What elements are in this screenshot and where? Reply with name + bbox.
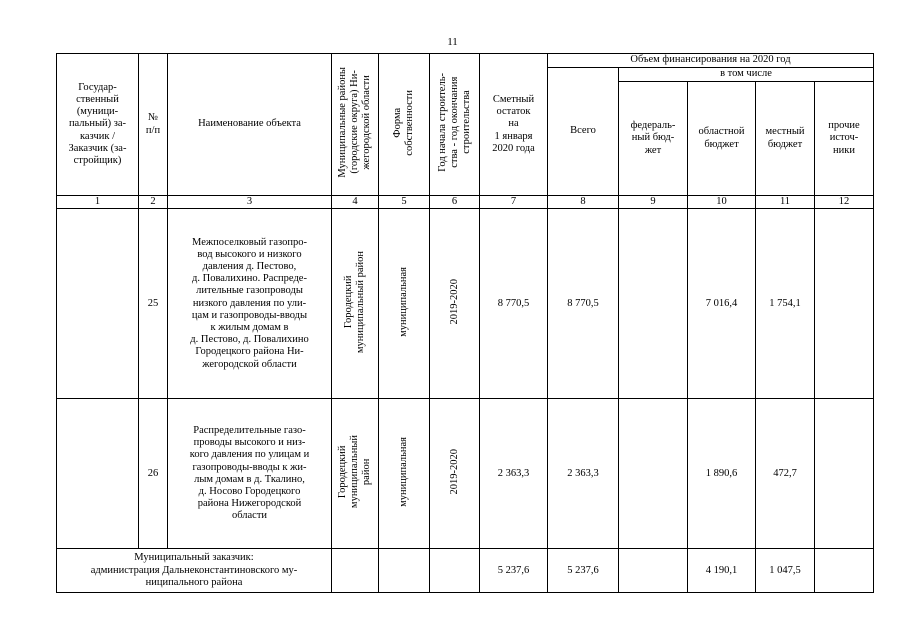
cell-object-name: Межпоселковый газопро- вод высокого и низкого давления д. Пестово, д. Повалихино. Распреде- лительные газопроводы низкого давления по ули- цам и газопроводы-вводы к жилым домам в д. Пестово, д. Повалихино Городецкого района Ни- жегородской области (168, 209, 332, 399)
column-number: 10 (688, 196, 756, 209)
cell-row-no: 26 (139, 399, 168, 549)
header-other: прочие источ- ники (815, 82, 874, 196)
summary-other (815, 549, 874, 593)
cell-customer (57, 399, 139, 549)
column-number: 7 (480, 196, 548, 209)
cell-years: 2019-2020 (430, 399, 480, 549)
column-number: 2 (139, 196, 168, 209)
cell-other (815, 399, 874, 549)
cell-object-name: Распределительные газо- проводы высокого и низ- кого давления по улицам и газопроводы-вводы к жи- лым домам в д. Ткалино, д. Носово Городецкого района Нижегородской области (168, 399, 332, 549)
header-local: местный бюджет (756, 82, 815, 196)
summary-empty (379, 549, 430, 593)
header-regional: областной бюджет (688, 82, 756, 196)
header-row-no: № п/п (139, 54, 168, 196)
summary-row (57, 549, 874, 593)
cell-row-no: 25 (139, 209, 168, 399)
column-number: 12 (815, 196, 874, 209)
column-number: 1 (57, 196, 139, 209)
page-number: 11 (447, 36, 458, 48)
cell-federal (619, 209, 688, 399)
cell-years: 2019-2020 (430, 209, 480, 399)
cell-total: 8 770,5 (548, 209, 619, 399)
cell-local: 472,7 (756, 399, 815, 549)
cell-estimate: 8 770,5 (480, 209, 548, 399)
cell-customer (57, 209, 139, 399)
header-federal: федераль- ный бюд- жет (619, 82, 688, 196)
summary-empty (332, 549, 379, 593)
cell-regional: 1 890,6 (688, 399, 756, 549)
header-years: Год начала строитель- ства - год окончания строительства (430, 54, 480, 196)
cell-regional: 7 016,4 (688, 209, 756, 399)
cell-district: Городецкий муниципальный район (332, 399, 379, 549)
summary-federal (619, 549, 688, 593)
header-funding-group: Объем финансирования на 2020 год (548, 54, 874, 68)
column-number: 4 (332, 196, 379, 209)
cell-ownership: муниципальная (379, 399, 430, 549)
cell-ownership: муниципальная (379, 209, 430, 399)
cell-other (815, 209, 874, 399)
table-row (57, 399, 874, 549)
column-number: 9 (619, 196, 688, 209)
header-customer: Государ- ственный (муници- пальный) за- казчик / Заказчик (за- стройщик) (57, 54, 139, 196)
header-estimate-balance: Сметный остаток на 1 января 2020 года (480, 54, 548, 196)
cell-district: Городецкий муниципальный район (332, 209, 379, 399)
header-total: Всего (548, 68, 619, 196)
summary-estimate: 5 237,6 (480, 549, 548, 593)
summary-local: 1 047,5 (756, 549, 815, 593)
summary-empty (430, 549, 480, 593)
summary-label: Муниципальный заказчик: администрация Дальнеконстантиновского му- ниципального района (57, 549, 332, 593)
column-number: 11 (756, 196, 815, 209)
column-numbers-row (57, 196, 874, 209)
summary-regional: 4 190,1 (688, 549, 756, 593)
cell-federal (619, 399, 688, 549)
cell-total: 2 363,3 (548, 399, 619, 549)
column-number: 3 (168, 196, 332, 209)
header-districts: Муниципальные районы (городские округа) Ни- жегородской области (332, 54, 379, 196)
header-including: в том числе (619, 68, 874, 82)
financing-table (56, 53, 874, 593)
cell-local: 1 754,1 (756, 209, 815, 399)
summary-total: 5 237,6 (548, 549, 619, 593)
column-number: 5 (379, 196, 430, 209)
header-ownership: Форма собственности (379, 54, 430, 196)
table-row (57, 209, 874, 399)
header-object-name: Наименование объекта (168, 54, 332, 196)
cell-estimate: 2 363,3 (480, 399, 548, 549)
column-number: 8 (548, 196, 619, 209)
column-number: 6 (430, 196, 480, 209)
